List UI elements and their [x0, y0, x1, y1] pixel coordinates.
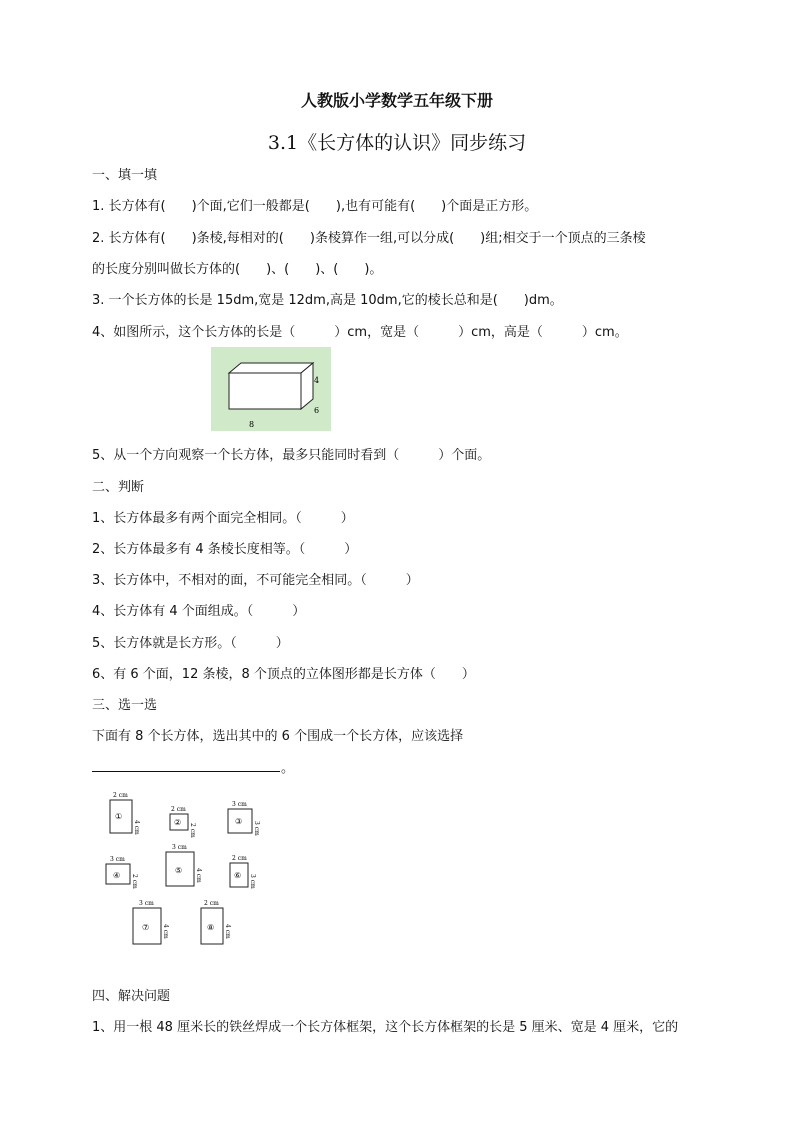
rect-number: ⑥	[234, 871, 242, 880]
question-1-2b: 的长度分别叫做长方体的( )、( )、( )。	[92, 262, 383, 277]
question-4-1: 1、用一根 48 厘米长的铁丝焊成一个长方体框架，这个长方体框架的长是 5 厘米、宽是 4 厘米，它的	[92, 1020, 679, 1035]
rect-side-label: 4 cm	[195, 868, 202, 883]
rect-top-label: 2 cm	[113, 792, 128, 799]
judge-item: 1、长方体最多有两个面完全相同。（ ）	[92, 511, 354, 526]
rect-top-label: 2 cm	[232, 855, 247, 862]
rect-side-label: 4 cm	[224, 924, 231, 939]
rect-side-label: 2 cm	[189, 823, 196, 838]
rect-number: ②	[174, 818, 182, 827]
rect-number: ⑧	[207, 923, 215, 932]
judge-item: 3、长方体中，不相对的面，不可能完全相同。（ ）	[92, 573, 419, 588]
section3-prompt: 下面有 8 个长方体，选出其中的 6 个围成一个长方体，应该选择	[92, 729, 464, 744]
rect-side-label: 2 cm	[131, 874, 138, 889]
rect-top-label: 3 cm	[139, 900, 154, 907]
judge-item: 5、长方体就是长方形。（ ）	[92, 636, 289, 651]
cuboid-width-label: 6	[314, 406, 320, 415]
question-1-2a: 2. 长方体有( )条棱,每相对的( )条棱算作一组,可以分成( )组;相交于一个顶点的三条棱	[92, 231, 646, 246]
judge-item: 2、长方体最多有 4 条棱长度相等。（ ）	[92, 542, 358, 557]
section4-heading: 四、解决问题	[92, 989, 171, 1004]
section1-heading: 一、填一填	[92, 168, 158, 183]
cuboid-height-label: 4	[314, 376, 320, 385]
page-title: 人教版小学数学五年级下册	[300, 91, 493, 110]
answer-blank-end: 。	[281, 761, 295, 776]
rect-number: ④	[113, 871, 121, 880]
question-1-5: 5、从一个方向观察一个长方体，最多只能同时看到（ ）个面。	[92, 448, 491, 463]
rect-number: ①	[115, 812, 123, 821]
section3-heading: 三、选一选	[92, 698, 158, 713]
rect-top-label: 2 cm	[171, 806, 186, 813]
rect-side-label: 4 cm	[162, 924, 169, 939]
cuboid-figure	[211, 347, 331, 431]
rectangles-figure	[92, 788, 272, 948]
judge-item: 4、长方体有 4 个面组成。（ ）	[92, 604, 306, 619]
cuboid-length-label: 8	[249, 420, 255, 429]
page-subtitle: 3.1《长方体的认识》同步练习	[267, 132, 527, 154]
judge-item: 6、有 6 个面，12 条棱，8 个顶点的立体图形都是长方体（ ）	[92, 667, 475, 682]
question-1-4: 4、如图所示，这个长方体的长是（ ）cm，宽是（ ）cm，高是（ ）cm。	[92, 325, 628, 340]
rect-number: ⑦	[142, 923, 150, 932]
rect-side-label: 3 cm	[253, 821, 260, 836]
rect-number: ⑤	[175, 866, 183, 875]
rect-top-label: 3 cm	[232, 801, 247, 808]
cuboid-drawing	[211, 347, 331, 431]
rect-side-label: 4 cm	[133, 820, 140, 835]
answer-blank-line	[92, 771, 280, 772]
rect-top-label: 3 cm	[172, 844, 187, 851]
question-1-1: 1. 长方体有( )个面,它们一般都是( ),也有可能有( )个面是正方形。	[92, 199, 538, 214]
rect-top-label: 2 cm	[204, 900, 219, 907]
rect-top-label: 3 cm	[110, 856, 125, 863]
rectangles-drawing	[92, 788, 272, 948]
rect-number: ③	[235, 817, 243, 826]
question-1-3: 3. 一个长方体的长是 15dm,宽是 12dm,高是 10dm,它的棱长总和是( )dm。	[92, 293, 563, 308]
section2-heading: 二、判断	[92, 480, 145, 495]
rect-side-label: 3 cm	[249, 874, 256, 889]
